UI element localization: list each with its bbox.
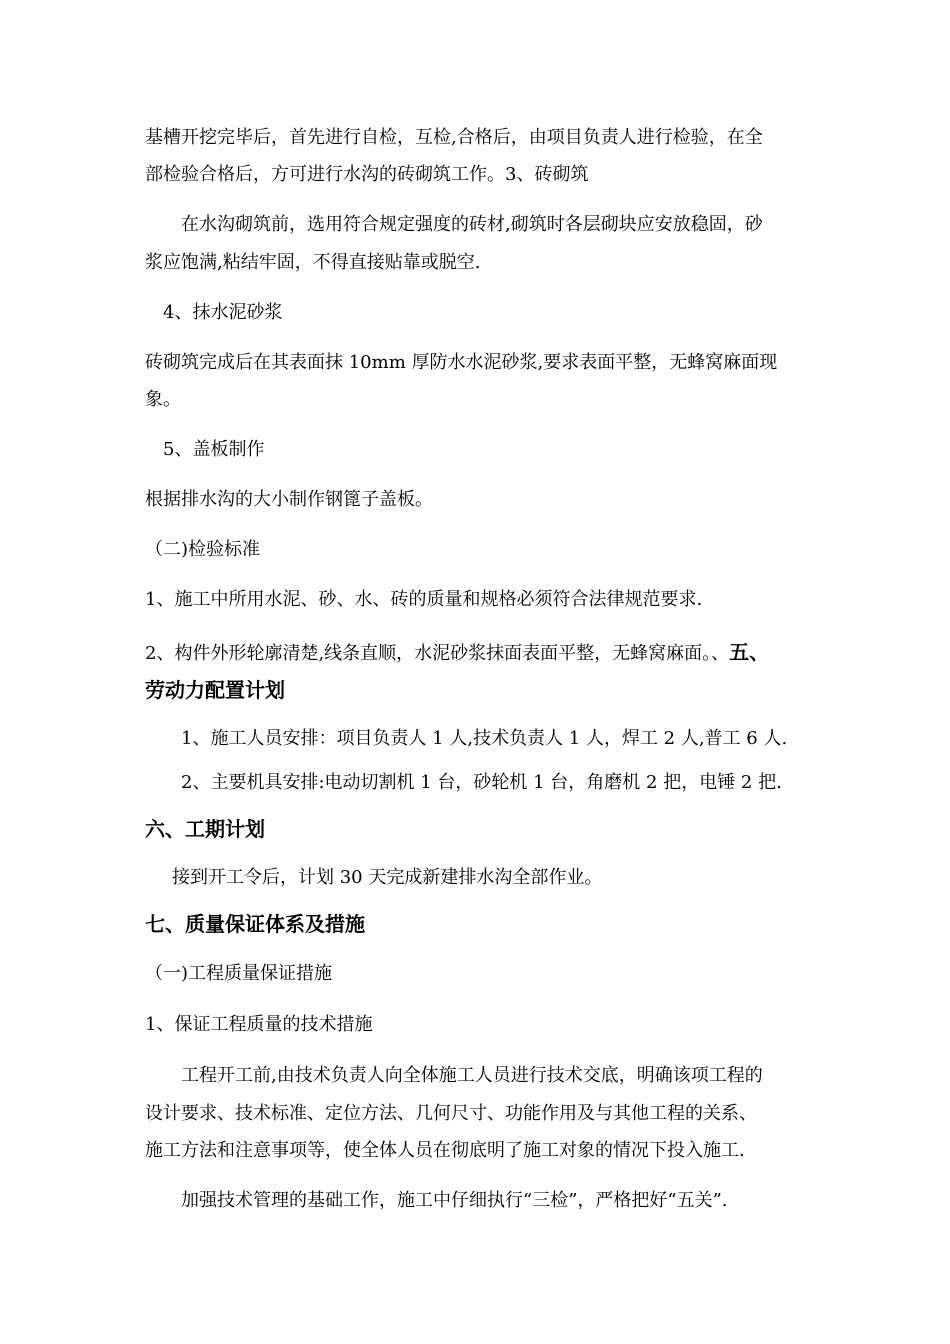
section-title: 六、工期计划 — [145, 817, 265, 841]
paragraph-line: 工程开工前,由技术负责人向全体施工人员进行技术交底，明确该项工程的 — [181, 1065, 763, 1086]
list-item: 1、保证工程质量的技术措施 — [145, 1014, 373, 1035]
section-title: 七、质量保证体系及措施 — [145, 912, 365, 936]
paragraph-line: 加强技术管理的基础工作，施工中仔细执行“三检”，严格把好“五关”. — [181, 1190, 728, 1211]
section-heading: 4、抹水泥砂浆 — [163, 302, 283, 323]
list-item — [145, 640, 769, 666]
subsection-heading: （一)工程质量保证措施 — [145, 963, 333, 984]
section-number: 五、 — [729, 640, 770, 664]
list-item: 1、施工中所用水泥、砂、水、砖的质量和规格必须符合法律规范要求. — [145, 589, 703, 610]
paragraph-line: 部检验合格后，方可进行水沟的砖砌筑工作。3、砖砌筑 — [145, 164, 589, 185]
paragraph-line: 基槽开挖完毕后，首先进行自检，互检,合格后，由项目负责人进行检验，在全 — [145, 127, 763, 148]
paragraph-line: 设计要求、技术标准、定位方法、几何尺寸、功能作用及与其他工程的关系、 — [145, 1103, 757, 1124]
subsection-heading: （二)检验标准 — [145, 539, 261, 560]
section-title: 劳动力配置计划 — [145, 678, 285, 702]
section-heading: 5、盖板制作 — [163, 439, 265, 460]
list-item: 1、施工人员安排：项目负责人 1 人,技术负责人 1 人，焊工 2 人,普工 6 人. — [181, 728, 788, 749]
paragraph-line: 浆应饱满,粘结牢固，不得直接贴靠或脱空. — [145, 252, 481, 273]
list-item-text: 2、构件外形轮廓清楚,线条直顺，水泥砂浆抹面表面平整，无蜂窝麻面。、 — [145, 643, 730, 664]
paragraph-line: 施工方法和注意事项等，使全体人员在彻底明了施工对象的情况下投入施工. — [145, 1140, 745, 1161]
paragraph-line: 砖砌筑完成后在其表面抹 10mm 厚防水水泥砂浆,要求表面平整，无蜂窝麻面现 — [145, 352, 778, 373]
paragraph-line: 根据排水沟的大小制作钢篦子盖板。 — [145, 489, 433, 510]
paragraph-line: 象。 — [145, 389, 181, 410]
paragraph-line: 在水沟砌筑前，选用符合规定强度的砖材,砌筑时各层砌块应安放稳固，砂 — [181, 214, 763, 235]
list-item: 2、主要机具安排:电动切割机 1 台，砂轮机 1 台，角磨机 2 把，电锤 2 把. — [181, 772, 782, 793]
paragraph-line: 接到开工令后，计划 30 天完成新建排水沟全部作业。 — [172, 867, 603, 888]
